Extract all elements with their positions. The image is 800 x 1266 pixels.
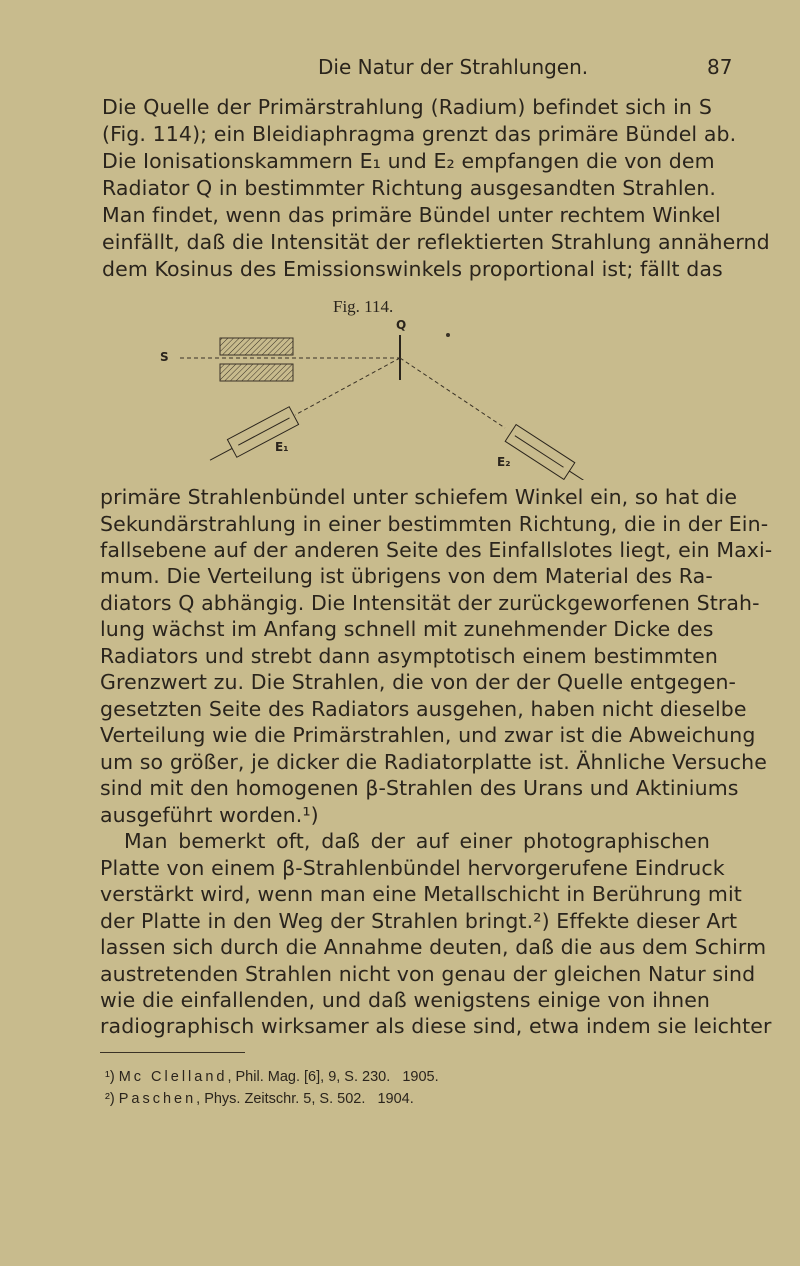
text-line: primäre Strahlenbündel unter schiefem Winkel ein, so hat die [100,485,738,509]
text-line: der Platte in den Weg der Strahlen bringt.²) Effekte dieser Art [100,909,738,933]
text-line: mum. Die Verteilung ist übrigens von dem Material des Ra- [100,564,713,588]
text-line: Radiator Q in bestimmter Richtung ausgesandten Strahlen. [102,176,717,200]
text-line: lung wächst im Anfang schnell mit zunehmender Dicke des [100,617,714,641]
footnote-divider [100,1052,245,1053]
text-line: Platte von einem β-Strahlenbündel hervorgerufene Eindruck [100,856,725,880]
text-line: Sekundärstrahlung in einer bestimmten Richtung, die in der Ein- [100,512,769,536]
text-line: austretenden Strahlen nicht von genau der gleichen Natur sind [100,962,756,986]
text-line: Man bemerkt oft, daß der auf einer photographischen [124,829,710,853]
text-line: gesetzten Seite des Radiators ausgehen, haben nicht dieselbe [100,697,747,721]
text-line: Die Ionisationskammern E₁ und E₂ empfangen die von dem [102,149,715,173]
chamber-e2 [505,425,591,480]
text-line: Radiators und strebt dann asymptotisch einem bestimmten [100,644,718,668]
text-line: ausgeführt worden.¹) [100,803,319,827]
label-radiator-q: Q [396,318,407,332]
label-chamber-e1: E₁ [275,440,289,454]
text-line: einfällt, daß die Intensität der reflektierten Strahlung annähernd [102,230,770,254]
footnote-reference: , Phys. Zeitschr. 5, S. 502. 1904. [196,1091,414,1107]
text-line: Grenzwert zu. Die Strahlen, die von der der Quelle entgegen- [100,670,737,694]
text-line: diators Q abhängig. Die Intensität der zurückgeworfenen Strah- [100,591,760,615]
text-line: dem Kosinus des Emissionswinkels proportional ist; fällt das [102,257,723,281]
footnote-author: Paschen [118,1091,197,1107]
text-line: verstärkt wird, wenn man eine Metallschicht in Berührung mit [100,882,742,906]
figure-diagram [0,0,800,480]
footnote-2 [105,1091,414,1107]
text-line: Man findet, wenn das primäre Bündel unter rechtem Winkel [102,203,721,227]
text-line: Die Quelle der Primärstrahlung (Radium) befindet sich in S [102,95,712,119]
diaphragm-bottom [220,364,293,381]
label-source-s: S [160,350,169,364]
header-title: Die Natur der Strahlungen. [318,55,589,79]
text-line: sind mit den homogenen β-Strahlen des Urans und Aktiniums [100,776,739,800]
text-line: (Fig. 114); ein Bleidiaphragma grenzt das primäre Bündel ab. [102,122,737,146]
text-line: um so größer, je dicker die Radiatorplatte ist. Ähnliche Versuche [100,750,767,774]
chamber-e1 [205,407,298,469]
text-line: fallsebene auf der anderen Seite des Einfallslotes liegt, ein Maxi- [100,538,773,562]
label-chamber-e2: E₂ [497,455,511,469]
beam-to-e2 [400,358,505,428]
footnote-mark: ²) [105,1091,115,1107]
beam-to-e1 [295,358,400,415]
diaphragm-top [220,338,293,355]
footnote-1 [105,1069,439,1085]
page-number: 87 [707,55,733,79]
text-line: wie die einfallenden, und daß wenigstens einige von ihnen [100,988,710,1012]
figure-caption: Fig. 114. [333,297,394,316]
text-line: radiographisch wirksamer als diese sind, etwa indem sie leichter [100,1014,772,1038]
text-line: Verteilung wie die Primärstrahlen, und zwar ist die Abweichung [100,723,756,747]
text-line: lassen sich durch die Annahme deuten, daß die aus dem Schirm [100,935,767,959]
footnote-mark: ¹) [105,1069,115,1085]
footnote-author: Mc Clelland [118,1069,228,1085]
footnote-reference: , Phil. Mag. [6], 9, S. 230. 1905. [227,1069,439,1085]
